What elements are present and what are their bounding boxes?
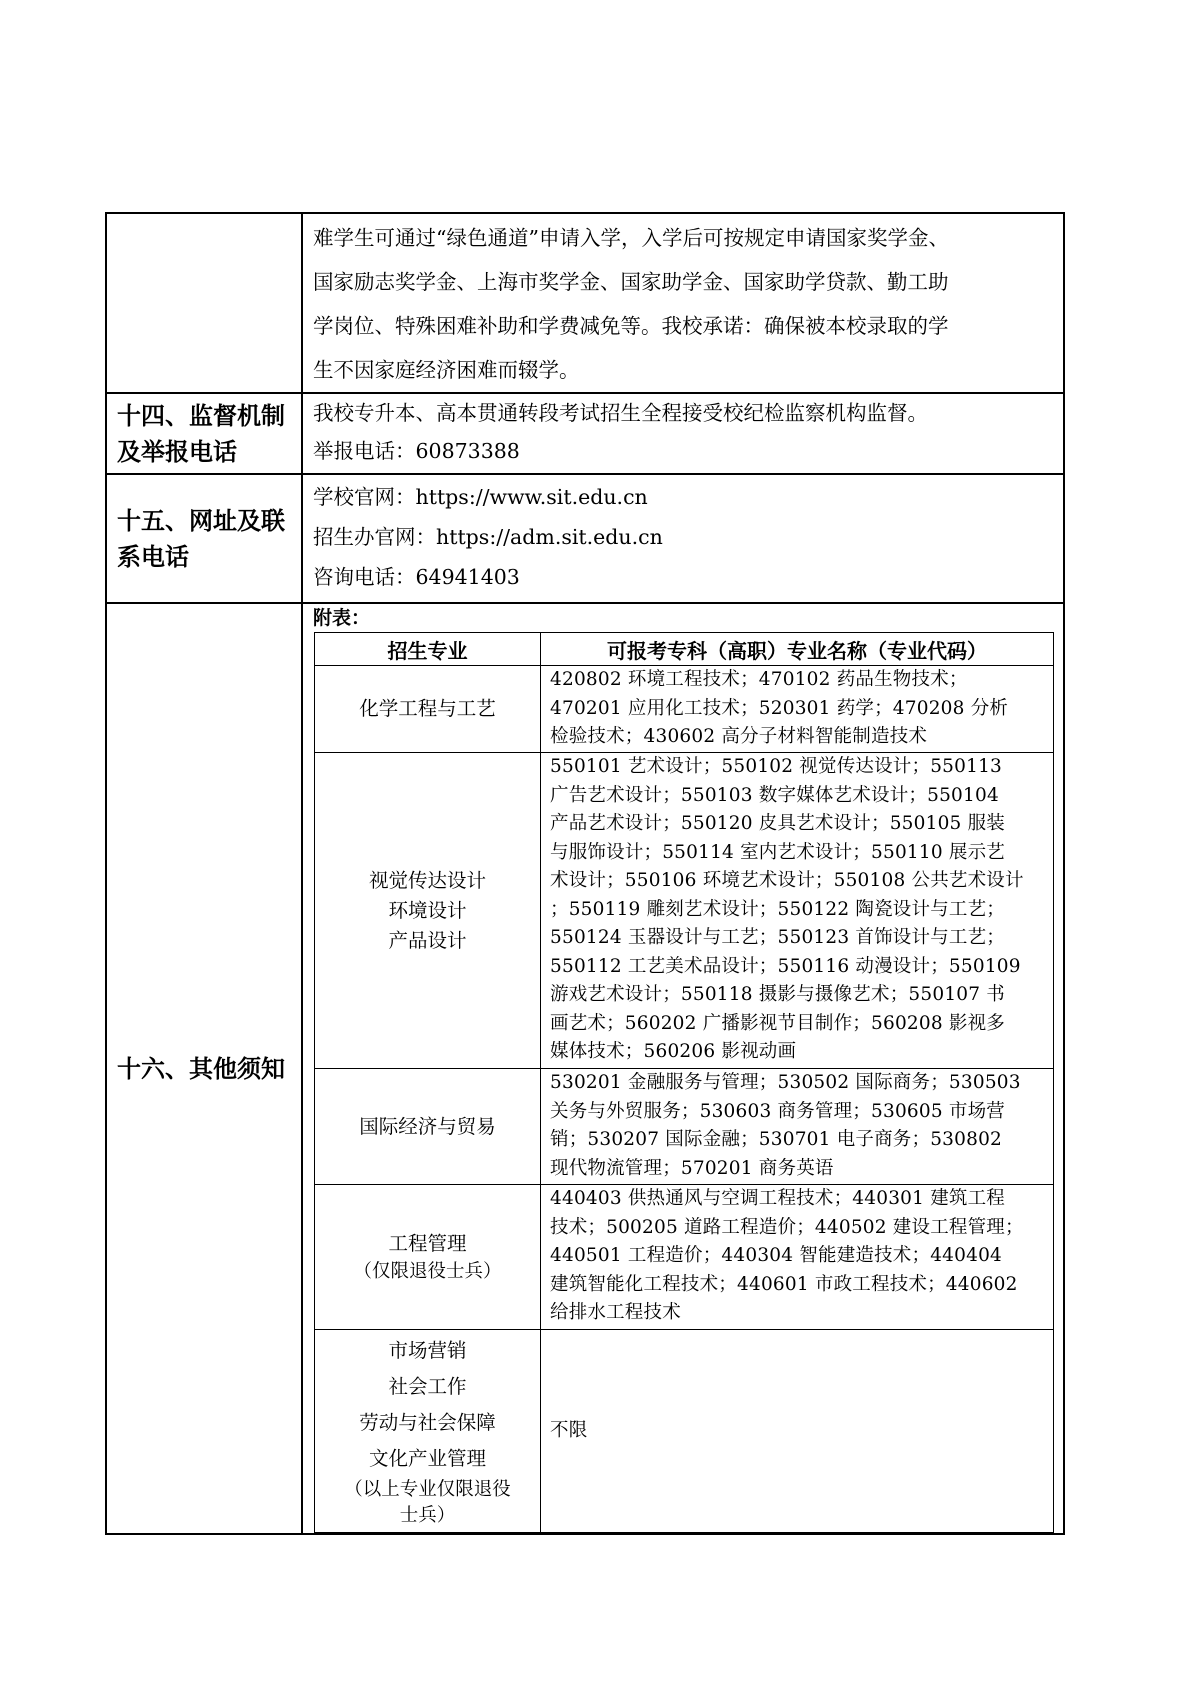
detail-line: 媒体技术；560206 影视动画	[550, 1041, 797, 1062]
detail-line: 550124 玉器设计与工艺；550123 首饰设计与工艺；	[550, 927, 1006, 948]
section-15-row	[106, 474, 1064, 603]
detail-cell	[541, 1330, 1054, 1533]
appendix-header-row	[315, 633, 1054, 666]
major-note: （仅限退役士兵）	[353, 1261, 502, 1282]
major-name: 市场营销	[388, 1339, 467, 1362]
detail-line: 广告艺术设计；550103 数字媒体艺术设计；550104	[550, 784, 999, 806]
detail-line: 470201 应用化工技术；520301 药学；470208 分析	[550, 697, 1009, 719]
section-14-content	[302, 393, 1064, 474]
text-line: 我校专升本、高本贯通转段考试招生全程接受校纪检监察机构监督。	[313, 401, 928, 425]
detail-cell	[541, 753, 1054, 1069]
detail-line: 550112 工艺美术品设计；550116 动漫设计；550109	[550, 955, 1021, 977]
consult-phone: 咨询电话：64941403	[313, 565, 520, 589]
heading-line: 十六、其他须知	[117, 1054, 285, 1083]
text-line: 学岗位、特殊困难补助和学费减免等。我校承诺：确保被本校录取的学	[313, 314, 949, 338]
detail-line: 440501 工程造价；440304 智能建造技术；440404	[550, 1245, 1003, 1266]
table-row	[315, 753, 1054, 1069]
detail-line: 550101 艺术设计；550102 视觉传达设计；550113	[550, 756, 1003, 777]
text-line: 生不因家庭经济困难而辍学。	[313, 358, 580, 382]
detail-cell	[541, 1069, 1054, 1185]
section-14-row	[106, 393, 1064, 474]
report-phone: 举报电话：60873388	[313, 439, 520, 463]
major-note: （以上专业仅限退役	[344, 1479, 511, 1500]
detail-line: 420802 环境工程技术；470102 药品生物技术；	[550, 669, 968, 690]
detail-line: 销；530207 国际金融；530701 电子商务；530802	[550, 1129, 1003, 1150]
section-13-heading-cell	[106, 213, 302, 393]
detail-line: 与服饰设计；550114 室内艺术设计；550110 展示艺	[550, 841, 1006, 863]
detail-line: 给排水工程技术	[550, 1302, 681, 1323]
section-14-heading	[106, 393, 302, 474]
major-cell	[315, 666, 541, 753]
table-row	[315, 1330, 1054, 1533]
table-row	[315, 1069, 1054, 1185]
admission-info-table	[105, 212, 1065, 1535]
major-name: 产品设计	[388, 928, 467, 952]
major-cell	[315, 1069, 541, 1185]
detail-line: 画艺术；560202 广播影视节目制作；560208 影视多	[550, 1012, 1006, 1034]
table-row	[315, 666, 1054, 753]
section-13-content	[302, 213, 1064, 393]
detail-line: 建筑智能化工程技术；440601 市政工程技术；440602	[550, 1273, 1018, 1295]
section-13-row	[106, 213, 1064, 393]
section-16-heading	[106, 603, 302, 1534]
major-name: 社会工作	[388, 1375, 467, 1398]
text-line: 难学生可通过“绿色通道”申请入学，入学后可按规定申请国家奖学金、	[313, 226, 949, 250]
appendix-table	[314, 632, 1054, 1533]
header-major: 招生专业	[315, 633, 541, 666]
school-website: 学校官网：https://www.sit.edu.cn	[313, 485, 648, 509]
detail-line: 现代物流管理；570201 商务英语	[550, 1157, 834, 1179]
heading-line: 及举报电话	[117, 437, 237, 466]
appendix-label: 附表：	[313, 607, 371, 629]
major-cell	[315, 1185, 541, 1330]
major-name: 环境设计	[388, 898, 467, 922]
detail-line: 产品艺术设计；550120 皮具艺术设计；550105 服装	[550, 813, 1006, 834]
detail-line: 检验技术；430602 高分子材料智能制造技术	[550, 726, 928, 747]
section-16-row	[106, 603, 1064, 1534]
section-16-content	[302, 603, 1064, 1534]
detail-line: 技术；500205 道路工程造价；440502 建设工程管理；	[550, 1216, 1024, 1238]
major-cell	[315, 1330, 541, 1533]
admissions-website: 招生办官网：https://adm.sit.edu.cn	[313, 525, 663, 549]
heading-line: 系电话	[117, 542, 189, 571]
detail-line: 术设计；550106 环境艺术设计；550108 公共艺术设计	[550, 870, 1024, 891]
section-15-content	[302, 474, 1064, 603]
detail-cell	[541, 666, 1054, 753]
major-name: 视觉传达设计	[368, 868, 486, 892]
detail-line: 440403 供热通风与空调工程技术；440301 建筑工程	[550, 1188, 1006, 1209]
detail-cell	[541, 1185, 1054, 1330]
detail-line: 530201 金融服务与管理；530502 国际商务；530503	[550, 1072, 1021, 1093]
detail-line: 不限	[550, 1419, 588, 1441]
major-cell	[315, 753, 541, 1069]
detail-line: ；550119 雕刻艺术设计；550122 陶瓷设计与工艺；	[550, 898, 1006, 920]
heading-line: 十四、监督机制	[117, 401, 285, 430]
detail-line: 关务与外贸服务；530603 商务管理；530605 市场营	[550, 1100, 1006, 1122]
major-name: 化学工程与工艺	[359, 697, 496, 720]
major-note: 士兵）	[399, 1505, 456, 1526]
major-name: 劳动与社会保障	[359, 1411, 496, 1434]
heading-line: 十五、网址及联	[117, 506, 285, 535]
major-name: 国际经济与贸易	[359, 1114, 496, 1138]
header-eligible-majors: 可报考专科（高职）专业名称（专业代码）	[541, 633, 1054, 666]
major-name: 工程管理	[388, 1232, 467, 1255]
text-line: 国家励志奖学金、上海市奖学金、国家助学金、国家助学贷款、勤工助	[313, 270, 949, 294]
detail-line: 游戏艺术设计；550118 摄影与摄像艺术；550107 书	[550, 984, 1006, 1005]
section-15-heading	[106, 474, 302, 603]
table-row	[315, 1185, 1054, 1330]
major-name: 文化产业管理	[368, 1447, 486, 1470]
